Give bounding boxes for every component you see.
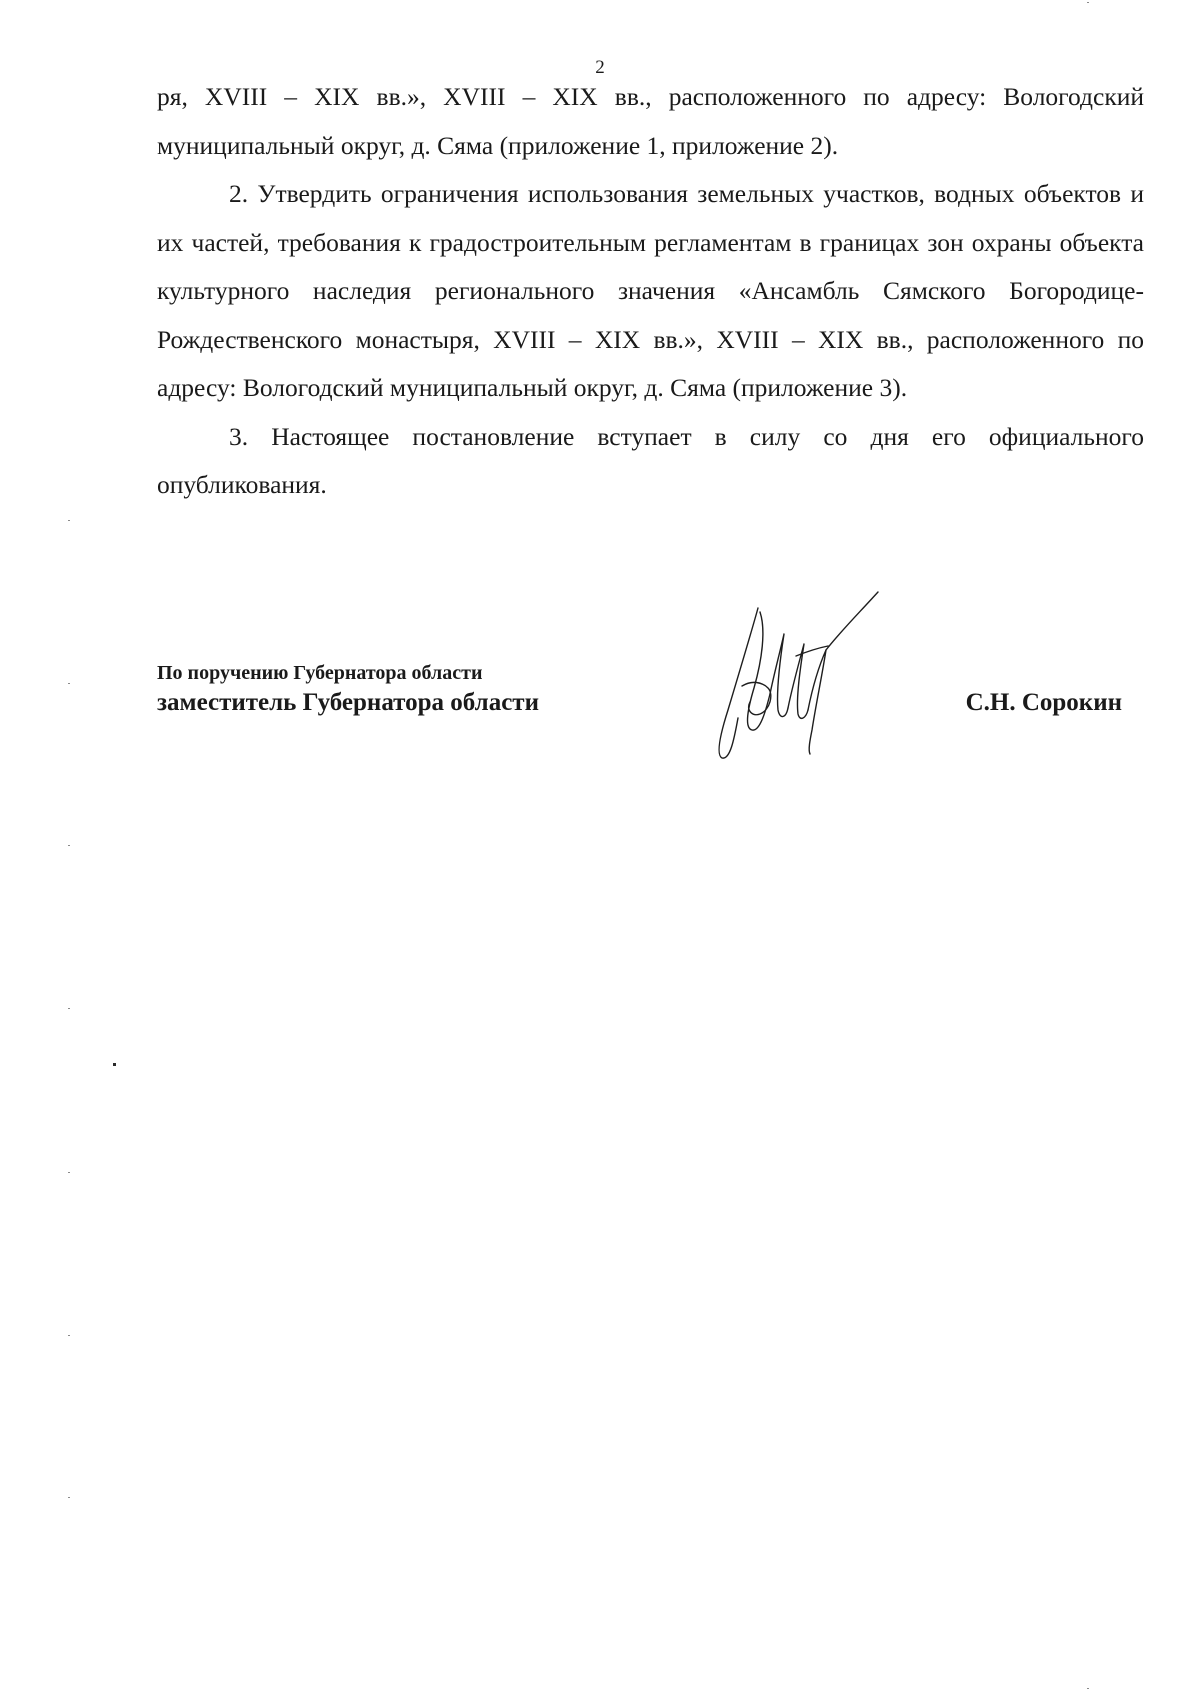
signatory-authority-line: По поручению Губернатора области [157,662,483,684]
scan-speck [68,845,70,846]
scan-speck [68,1497,70,1498]
scan-speck [68,683,70,684]
scan-speck [68,1172,70,1173]
document-body [157,73,1144,510]
paragraph-item-2: 2. Утвердить ограничения использования земельных участков, водных объектов и их частей, требования к градостроительным регламентам в границах зон охраны объекта культурного наследия регионального значения «Ансамбль Сямского Богородице-Рождественского монастыря, XVIII – XIX вв.», XVIII – XIX вв., расположенного по адресу: Вологодский муниципальный округ, д. Сяма (приложение 3). [157,179,1144,402]
scan-speck [1087,2,1089,3]
paragraph-continuation: ря, XVIII – XIX вв.», XVIII – XIX вв., расположенного по адресу: Вологодский муниципальный округ, д. Сяма (приложение 1, приложение 2). [157,82,1144,160]
scan-speck [68,1008,70,1009]
scan-speck [113,1063,116,1066]
signatory-position: заместитель Губернатора области [157,689,539,716]
handwritten-signature [700,590,900,780]
paragraph-item-3: 3. Настоящее постановление вступает в силу со дня его официального опубликования. [157,421,1144,499]
page-number: 2 [595,57,605,78]
signature-block [157,660,1144,780]
signatory-name: С.Н. Сорокин [965,689,1122,716]
scan-speck [68,1335,70,1336]
scan-speck [68,520,70,521]
scan-speck [1087,1688,1089,1689]
